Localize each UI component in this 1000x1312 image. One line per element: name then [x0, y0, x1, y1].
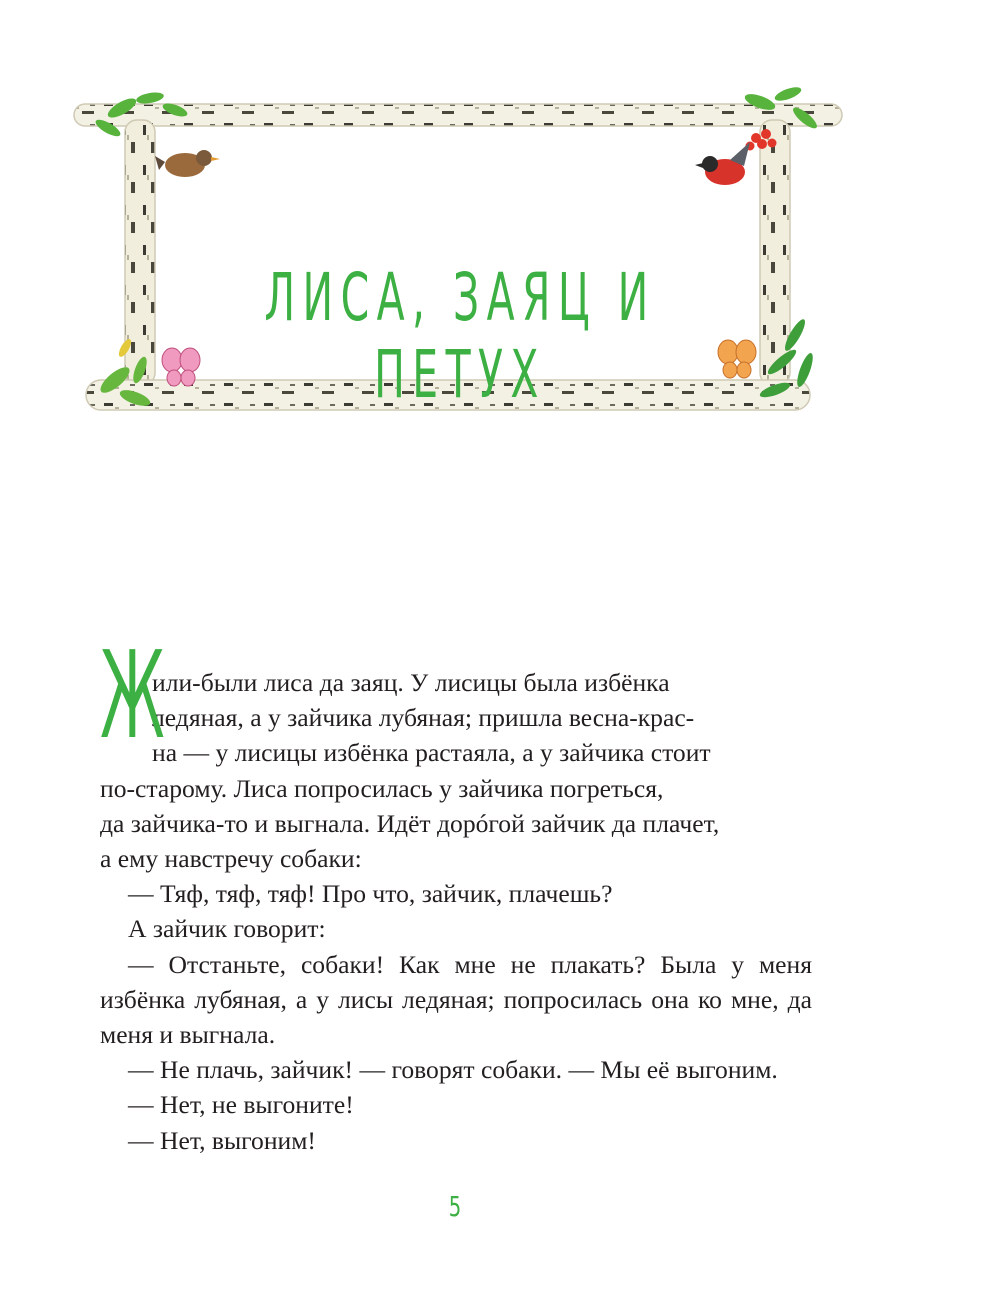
- narration-paragraph: А зайчик говорит:: [128, 914, 326, 944]
- story-title: ЛИСА, ЗАЯЦ И ПЕТУХ: [264, 259, 656, 414]
- text-line: а ему навстречу собаки:: [100, 844, 362, 874]
- bullfinch-bird-icon: [695, 142, 750, 185]
- text-line: да зайчика-то и выгнала. Идёт дорóгой зайчик да плачет,: [100, 808, 720, 838]
- dialogue-paragraph: — Отстаньте, собаки! Как мне не плакать? Была у меня избёнка лубяная, а у лисы ледяная; попросилась она ко мне, да меня и выгнала.: [100, 949, 812, 1050]
- top-birch-log: [74, 104, 842, 126]
- dialogue-paragraph: — Нет, не выгоните!: [128, 1090, 354, 1120]
- dialogue-paragraph: — Нет, выгоним!: [128, 1125, 316, 1155]
- dialogue-paragraph: — Тяф, тяф, тяф! Про что, зайчик, плачешь?: [128, 879, 613, 909]
- page-number: 5: [448, 1190, 462, 1223]
- dialogue-paragraph: — Не плачь, зайчик! — говорят собаки. — Мы её выгоним.: [128, 1055, 778, 1085]
- story-text: [100, 627, 812, 1158]
- text-line: по-старому. Лиса попросилась у зайчика погреться,: [100, 773, 664, 803]
- text-line: или-были лиса да заяц. У лисицы была избёнка: [152, 668, 670, 697]
- sparrow-bird-icon: [155, 150, 220, 177]
- text-line: на — у лисицы избёнка растаяла, а у зайчика стоит: [152, 738, 711, 768]
- drop-cap: Ж: [100, 627, 165, 766]
- first-paragraph: [100, 627, 812, 876]
- text-line: ледяная, а у зайчика лубяная; пришла весна-крас-: [152, 703, 695, 733]
